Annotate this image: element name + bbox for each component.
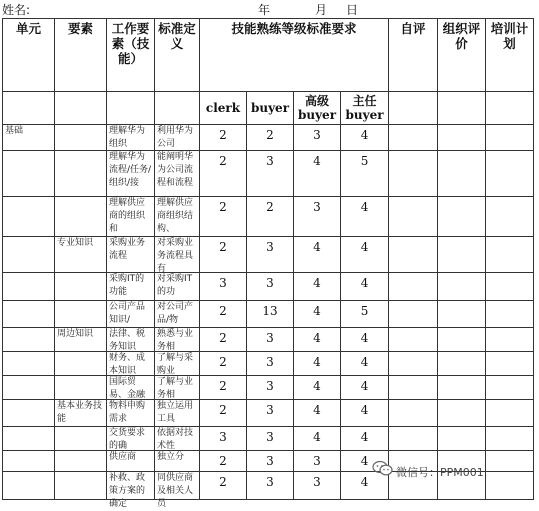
cell-level-value-text: 4 [360,355,369,369]
cell-element-text: 周边知识 [57,329,94,339]
cell-work-element-text: 交货要求的确 [109,428,146,451]
cell-work-element [107,427,155,451]
level-buyer: buyer [247,92,294,125]
cell-level-value [341,376,389,400]
cell-org-eval [438,273,486,301]
cell-level-value-text: 2 [266,200,274,214]
cell-level-value [294,197,341,237]
cell-work-element [107,472,155,509]
cell-level-value [200,237,247,273]
level-chief-buyer: 主任buyer [341,92,389,125]
col-element: 要素 [55,19,107,92]
cell-level-value [294,451,341,472]
cell-org-eval [438,197,486,237]
cell-level-value-text: 4 [360,240,369,254]
cell-self-eval [389,151,438,197]
cell-org-eval [438,125,486,151]
cell-level-value-text: 2 [219,200,227,214]
cell-level-value [200,125,247,151]
name-label: 姓名: [2,3,31,17]
cell-unit [3,151,55,197]
cell-level-value [294,237,341,273]
cell-element [55,125,107,151]
cell-level-value [294,472,341,500]
cell-level-value-text: 2 [219,240,227,254]
cell-element [55,451,107,472]
cell-level-value [341,352,389,376]
cell-definition [155,125,200,151]
cell-level-value [341,301,389,328]
cell-unit [3,197,55,237]
cell-work-element [107,376,155,400]
cell-unit [3,400,55,427]
cell-unit [3,427,55,451]
col-work-element: 工作要素（技能） [107,19,155,92]
cell-level-value-text: 3 [266,403,274,417]
table-row [3,125,534,151]
table-row [3,427,534,451]
cell-level-value-text: 13 [262,304,278,318]
cell-level-value [247,237,294,273]
cell-level-value [200,376,247,400]
cell-unit [3,376,55,400]
cell-definition-text: 利用华为公司 [157,126,194,149]
table-row [3,151,534,197]
cell-level-value-text: 4 [360,379,369,393]
cell-level-value-text: 3 [313,200,321,214]
cell-work-element-text: 国际贸易、金融 [109,377,146,400]
cell-level-value-text: 3 [266,454,274,468]
cell-level-value [200,273,247,301]
cell-definition [155,328,200,352]
cell-level-value-text: 3 [313,454,321,468]
cell-level-value-text: 2 [219,154,227,168]
cell-level-value-text: 2 [219,331,227,345]
cell-org-eval [438,376,486,400]
cell-level-value-text: 4 [313,331,321,345]
cell-level-value-text: 4 [313,355,321,369]
cell-level-value-text: 2 [219,304,227,318]
col-proficiency: 技能熟练等级标准要求 [200,19,389,92]
cell-training [486,427,534,451]
cell-level-value [200,151,247,197]
cell-unit [3,451,55,472]
cell-element-text: 基本业务技能 [57,401,103,424]
cell-training [486,328,534,352]
cell-level-value-text: 4 [313,304,321,318]
cell-element-text: 专业知识 [57,238,94,248]
col-unit: 单元 [3,19,55,92]
cell-work-element [107,352,155,376]
cell-self-eval [389,237,438,273]
cell-level-value [247,273,294,301]
cell-level-value [247,427,294,451]
cell-definition [155,472,200,509]
cell-definition-text: 了解与采购业 [157,353,194,376]
cell-unit [3,328,55,352]
watermark: 微信号：PPM001 [396,466,484,479]
cell-element [55,352,107,376]
cell-level-value-text: 3 [266,240,274,254]
cell-work-element [107,125,155,151]
col-standard-definition: 标准定义 [155,19,200,92]
cell-level-value [200,328,247,352]
cell-unit [3,237,55,273]
cell-work-element [107,328,155,352]
year-label: 年 [258,3,271,17]
cell-self-eval [389,328,438,352]
cell-level-value [247,328,294,352]
col-org-eval: 组织评价 [438,19,486,92]
cell-level-value-text: 3 [266,430,274,444]
cell-self-eval [389,427,438,451]
cell-level-value [341,273,389,301]
cell-level-value-text: 4 [313,379,321,393]
cell-level-value [294,273,341,301]
cell-definition [155,197,200,237]
cell-element [55,328,107,352]
cell-training [486,151,534,197]
cell-level-value [200,451,247,472]
cell-element [55,472,107,500]
cell-level-value-text: 3 [266,379,274,393]
cell-self-eval [389,301,438,328]
cell-level-value [247,451,294,472]
cell-definition-text: 了解与业务相 [157,377,194,400]
cell-definition-text: 对公司产品/物 [157,302,194,325]
cell-work-element-text: 理解华为组织 [109,126,146,149]
cell-level-value-text: 4 [360,200,369,214]
cell-definition-text: 独立运用工具 [157,401,194,424]
cell-element [55,237,107,273]
cell-level-value-text: 3 [266,475,274,489]
cell-level-value [294,400,341,427]
cell-level-value [247,352,294,376]
cell-element [55,151,107,197]
cell-level-value [294,328,341,352]
cell-level-value [341,427,389,451]
cell-work-element-text: 理解华为流程/任务/组织/接 [109,152,152,188]
cell-level-value [247,125,294,151]
cell-level-value [200,427,247,451]
cell-level-value [200,197,247,237]
cell-level-value-text: 3 [266,355,274,369]
cell-level-value [200,301,247,328]
table-row [3,237,534,273]
cell-level-value [341,197,389,237]
cell-level-value-text: 4 [313,403,321,417]
cell-self-eval [389,197,438,237]
cell-work-element-text: 供应商 [109,452,137,462]
cell-level-value-text: 5 [360,304,369,318]
cell-level-value-text: 4 [360,454,369,468]
cell-training [486,125,534,151]
cell-training [486,237,534,273]
cell-training [486,352,534,376]
table-row [3,352,534,376]
cell-level-value-text: 4 [360,475,369,489]
cell-definition-text: 独立分 [157,452,185,462]
cell-element [55,400,107,427]
cell-level-value [341,125,389,151]
cell-level-value-text: 3 [266,154,274,168]
cell-level-value-text: 4 [313,430,321,444]
cell-level-value [200,400,247,427]
cell-level-value-text: 3 [313,475,321,489]
cell-work-element-text: 法律、税务知识 [109,329,146,352]
cell-definition [155,151,200,197]
cell-level-value-text: 4 [360,128,369,142]
cell-level-value [247,301,294,328]
cell-work-element-text: 物料申购需求 [109,401,146,424]
table-row [3,328,534,352]
cell-training [486,197,534,237]
cell-self-eval [389,352,438,376]
cell-level-value-text: 2 [219,403,227,417]
cell-element [55,273,107,301]
cell-level-value [247,400,294,427]
skill-table [2,18,534,509]
cell-work-element [107,451,155,472]
cell-training [486,273,534,301]
cell-level-value-text: 2 [219,128,227,142]
cell-definition [155,352,200,376]
cell-unit [3,301,55,328]
cell-training [486,451,534,472]
cell-definition-text: 熟悉与业务相 [157,329,194,352]
cell-level-value-text: 3 [219,430,227,444]
cell-level-value [341,400,389,427]
wechat-icon [372,460,394,477]
cell-level-value-text: 3 [313,128,321,142]
cell-element [55,301,107,328]
cell-org-eval [438,151,486,197]
cell-level-value-text: 3 [219,276,227,290]
cell-level-value-text: 3 [266,331,274,345]
cell-definition [155,400,200,427]
cell-self-eval [389,400,438,427]
cell-unit [3,273,55,301]
cell-level-value [341,328,389,352]
cell-work-element [107,151,155,197]
cell-level-value [200,472,247,500]
cell-unit [3,352,55,376]
cell-training [486,400,534,427]
cell-level-value-text: 4 [360,403,369,417]
cell-level-value [294,376,341,400]
cell-level-value [247,376,294,400]
cell-org-eval [438,328,486,352]
cell-level-value-text: 2 [219,355,227,369]
cell-work-element [107,237,155,273]
cell-definition [155,427,200,451]
cell-training [486,301,534,328]
cell-org-eval [438,301,486,328]
cell-level-value [294,352,341,376]
cell-level-value [294,125,341,151]
day-label: 日 [346,3,359,17]
cell-level-value [247,197,294,237]
cell-level-value [341,151,389,197]
cell-definition-text: 理解供应商组织结构、 [157,198,194,234]
cell-level-value [247,472,294,500]
cell-level-value-text: 4 [313,276,321,290]
cell-definition-text: 对采购业务流程具有 [157,238,194,274]
cell-training [486,376,534,400]
level-clerk: clerk [200,92,247,125]
cell-level-value-text: 2 [266,128,274,142]
cell-level-value [294,427,341,451]
cell-level-value [247,151,294,197]
cell-level-value [294,301,341,328]
cell-work-element-text: 采购IT的功能 [109,274,145,297]
cell-element [55,376,107,400]
cell-level-value [341,237,389,273]
table-row [3,301,534,328]
cell-self-eval [389,273,438,301]
table-row [3,376,534,400]
level-senior-buyer: 高级buyer [294,92,341,125]
cell-level-value-text: 4 [360,430,369,444]
cell-work-element [107,400,155,427]
cell-work-element [107,301,155,328]
cell-work-element-text: 财务、成本知识 [109,353,146,376]
cell-work-element-text: 采购业务流程 [109,238,146,261]
cell-level-value-text: 4 [360,276,369,290]
table-row [3,197,534,237]
cell-level-value-text: 2 [219,379,227,393]
cell-definition [155,273,200,301]
cell-org-eval [438,237,486,273]
col-training: 培训计划 [486,19,534,92]
cell-definition [155,301,200,328]
cell-level-value-text: 3 [266,276,274,290]
cell-work-element-text: 理解供应商的组织和 [109,198,146,234]
cell-definition [155,451,200,472]
cell-level-value-text: 4 [313,240,321,254]
cell-definition [155,376,200,400]
cell-work-element-text: 补救、政策方案的确定 [109,473,146,509]
cell-training [486,472,534,500]
cell-unit [3,125,55,151]
cell-definition [155,237,200,273]
cell-work-element [107,273,155,301]
table-row [3,273,534,301]
cell-level-value-text: 2 [219,475,227,489]
cell-definition-text: 同供应商及相关人员 [157,473,194,509]
cell-definition-text: 对采购IT的功 [157,274,193,297]
col-self-eval: 自评 [389,19,438,92]
cell-org-eval [438,427,486,451]
cell-self-eval [389,125,438,151]
cell-unit-text: 基础 [5,126,24,136]
month-label: 月 [315,3,328,17]
cell-org-eval [438,400,486,427]
cell-level-value-text: 4 [313,154,321,168]
cell-work-element-text: 公司产品知识/ [109,302,146,325]
cell-definition-text: 能阐明华为公司流程和流程 [157,152,194,188]
cell-definition-text: 依据对技术性 [157,428,194,451]
cell-work-element [107,197,155,237]
cell-level-value [200,352,247,376]
cell-self-eval [389,376,438,400]
cell-level-value-text: 5 [360,154,369,168]
cell-level-value [294,151,341,197]
table-row [3,400,534,427]
cell-element [55,197,107,237]
cell-element [55,427,107,451]
cell-org-eval [438,352,486,376]
cell-level-value-text: 4 [360,331,369,345]
cell-level-value-text: 2 [219,454,227,468]
cell-unit [3,472,55,500]
